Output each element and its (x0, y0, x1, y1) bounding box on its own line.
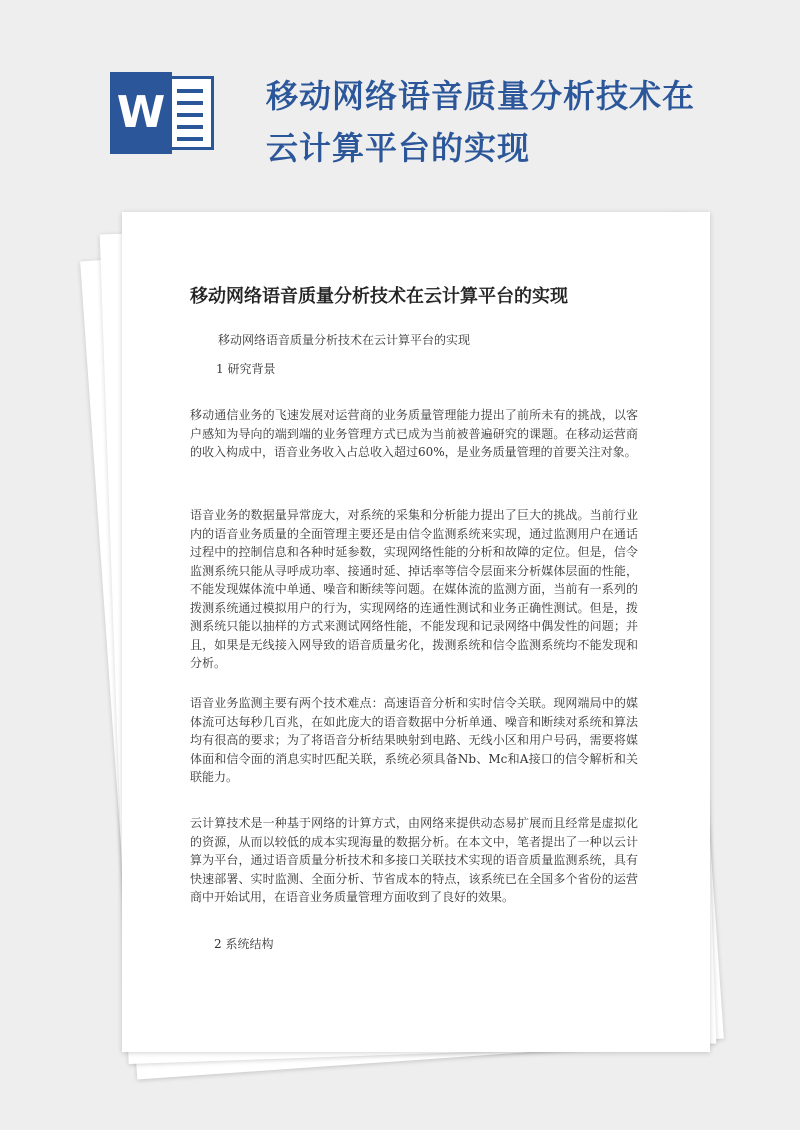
section-heading-structure: 2 系统结构 (214, 937, 274, 951)
paragraph: 移动通信业务的飞速发展对运营商的业务质量管理能力提出了前所未有的挑战，以客户感知为导向的端到端的业务管理方式已成为当前被普遍研究的课题。在移动运营商的收入构成中，语音业务收入占总收入超过60%，是业务质量管理的首要关注对象。 (190, 408, 638, 459)
word-logo-letter: W (110, 72, 172, 154)
paragraph: 语音业务的数据量异常庞大，对系统的采集和分析能力提出了巨大的挑战。当前行业内的语音业务质量的全面管理主要还是由信令监测系统来实现，通过监测用户在通话过程中的控制信息和各种时延参数，实现网络性能的分析和故障的定位。但是，信令监测系统只能从寻呼成功率、接通时延、掉话率等信令层面来分析媒体层面的性能，不能发现媒体流中单通、噪音和断续等问题。在媒体流的监测方面，当前有一系列的拨测系统通过模拟用户的行为，实现网络的连通性测试和业务正确性测试。但是，拨测系统只能以抽样的方式来测试网络性能，不能发现和记录网络中偶发性的问题；并且，如果是无线接入网导致的语音质量劣化，拨测系统和信令监测系统均不能发现和分析。 (190, 508, 638, 670)
document-title: 移动网络语音质量分析技术在云计算平台的实现 (190, 286, 568, 307)
header-title: 移动网络语音质量分析技术在云计算平台的实现 (266, 77, 696, 167)
word-document-icon (110, 72, 215, 154)
paragraph: 语音业务监测主要有两个技术难点：高速语音分析和实时信令关联。现网端局中的媒体流可达每秒几百兆，在如此庞大的语音数据中分析单通、噪音和断续对系统和算法均有很高的要求；为了将语音分析结果映射到电路、无线小区和用户号码，需要将媒体面和信令面的消息实时匹配关联，系统必须具备Nb、Mc和A接口的信令解析和关联能力。 (190, 696, 638, 784)
section-heading-background: 1 研究背景 (216, 362, 276, 376)
paragraph: 云计算技术是一种基于网络的计算方式，由网络来提供动态易扩展而且经常是虚拟化的资源，从而以较低的成本实现海量的数据分析。在本文中，笔者提出了一种以云计算为平台，通过语音质量分析技术和多接口关联技术实现的语音质量监测系统，具有快速部署、实时监测、全面分析、节省成本的特点，该系统已在全国多个省份的运营商中开始试用，在语音业务质量管理方面收到了良好的效果。 (190, 816, 638, 904)
document-subtitle: 移动网络语音质量分析技术在云计算平台的实现 (218, 333, 471, 347)
